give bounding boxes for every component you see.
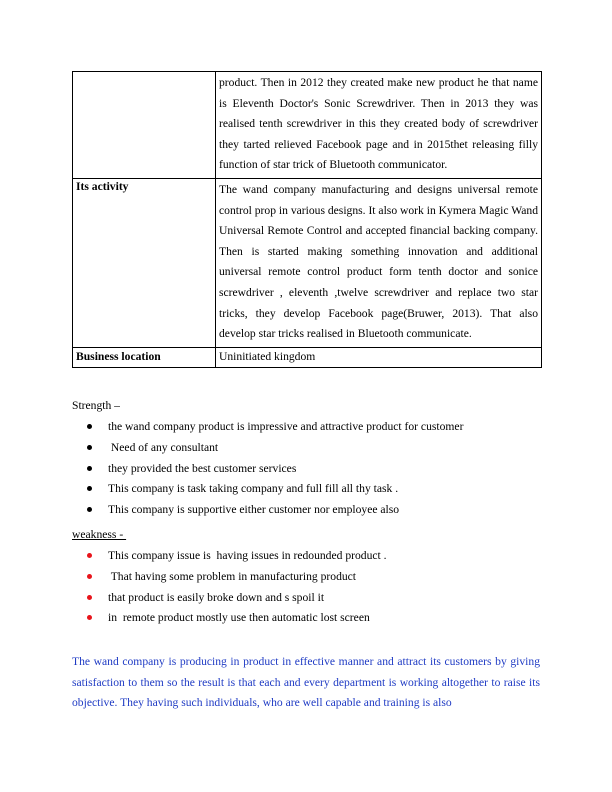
- bullet-icon: [87, 486, 92, 491]
- strength-list: [72, 420, 542, 524]
- bullet-icon: [87, 595, 92, 600]
- row-label: [73, 72, 216, 179]
- list-item: [72, 420, 542, 441]
- list-item-text: in remote product mostly use then automatic lost screen: [108, 611, 370, 625]
- bullet-icon: [87, 466, 92, 471]
- list-item-text: This company issue is having issues in redounded product .: [108, 549, 387, 562]
- table-row: [73, 72, 542, 179]
- bullet-icon: [87, 553, 92, 558]
- list-item: [72, 441, 542, 462]
- table-row: [73, 178, 542, 347]
- list-item-text: that product is easily broke down and s spoil it: [108, 590, 325, 604]
- list-item-text: Need of any consultant: [108, 440, 219, 454]
- weakness-heading: weakness -: [72, 528, 127, 541]
- list-item-text: This company is task taking company and full fill all thy task .: [108, 482, 399, 496]
- bullet-icon: [87, 574, 92, 579]
- row-label: Its activity: [73, 178, 216, 347]
- weakness-list: [72, 549, 542, 632]
- list-item: [72, 549, 542, 570]
- bullet-icon: [87, 445, 92, 450]
- row-label: Business location: [73, 347, 216, 367]
- bullet-icon: [87, 615, 92, 620]
- list-item: [72, 503, 542, 524]
- list-item: [72, 611, 542, 632]
- list-item-text: they provided the best customer services: [108, 461, 297, 475]
- list-item: [72, 591, 542, 612]
- table-row: [73, 347, 542, 367]
- list-item-text: This company is supportive either customer nor employee also: [108, 503, 400, 517]
- list-item-text: That having some problem in manufacturing product: [108, 569, 357, 583]
- bullet-icon: [87, 507, 92, 512]
- strength-heading: Strength –: [72, 399, 120, 412]
- list-item-text: the wand company product is impressive and attractive product for customer: [108, 420, 464, 433]
- row-description: Uninitiated kingdom: [216, 347, 542, 367]
- list-item: [72, 570, 542, 591]
- company-info-table: [72, 71, 542, 368]
- row-description: product. Then in 2012 they created make new product he that name is Eleventh Doctor's Sonic Screwdriver. Then in 2013 they was realised tenth screwdriver in this they created body of screwdriver they tarted relieved Facebook page and in 2015thet releasing filly function of star trick of Bluetooth communicator.: [216, 72, 542, 179]
- list-item: [72, 462, 542, 483]
- bullet-icon: [87, 424, 92, 429]
- list-item: [72, 482, 542, 503]
- conclusion-paragraph: The wand company is producing in product in effective manner and attract its customers by giving satisfaction to them so the result is that each and every department is working altogether to raise its objective. They having such individuals, who are well capable and training is also: [72, 655, 540, 710]
- row-description: The wand company manufacturing and designs universal remote control prop in various designs. It also work in Kymera Magic Wand Universal Remote Control and accepted financial backing company. Then is started making something innovation and additional universal remote control product form tenth doctor and sonice screwdriver , eleventh ,twelve screwdriver and replace two star tricks, they develop Facebook page(Bruwer, 2013). That also develop star tricks realised in Bluetooth communicate.: [216, 178, 542, 347]
